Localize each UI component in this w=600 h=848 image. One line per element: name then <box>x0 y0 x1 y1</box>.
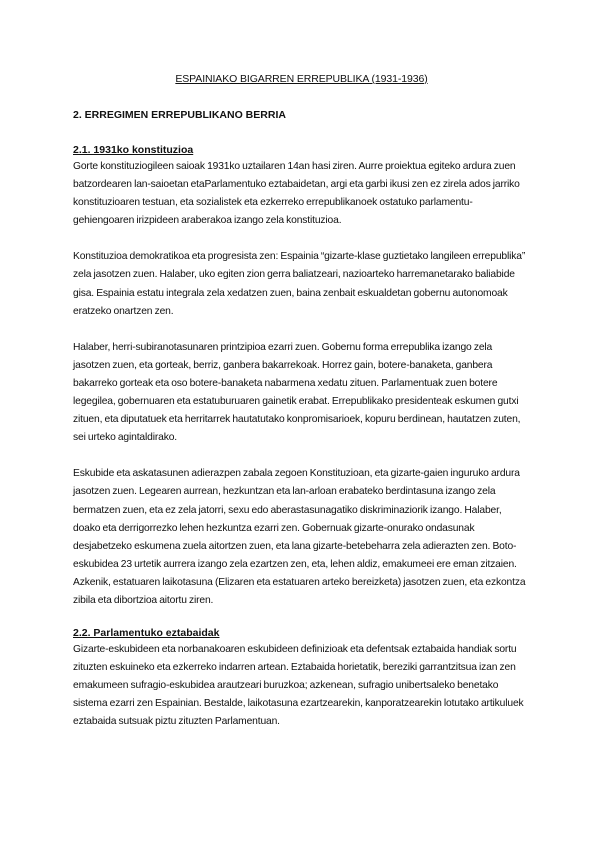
paragraph: Eskubide eta askatasunen adierazpen zabala zegoen Konstituzioan, eta gizarte-gaien inguruko ardura jasotzen zuen. Legearen aurrean, hezkuntzan eta lan-arloan erabateko berdintasuna izango zela bermatzen zuen, eta ez zela jatorri, sexu edo aberastasunagatiko diskriminaziorik izango. Halaber, doako eta derrigorrezko lehen hezkuntza ezarri zen. Gobernuak gizarte-onurako ondasunak desjabetzeko eskumena zuela aitortzen zuen, eta lana gizarte-betebeharra zela adierazten zen. Boto-eskubidea 23 urtetik aurrera izango zela ezartzen zen, eta, lehen aldiz, emakumeei ere eman zitzaien. Azkenik, estatuaren laikotasuna (Elizaren eta estatuaren arteko bereizketa) jasotzen zuen, eta ezkontza zibila eta dibortzioa aitortu ziren. <box>73 468 526 606</box>
document-title: ESPAINIAKO BIGARREN ERREPUBLIKA (1931-1936) <box>175 73 428 85</box>
section-heading: 2. ERREGIMEN ERREPUBLIKANO BERRIA <box>73 109 286 121</box>
paragraph: Gizarte-eskubideen eta norbanakoaren eskubideen definizioak eta defentsak eztabaida handiak sortu zituzten eskuineko eta ezkerreko indarren artean. Eztabaida horietatik, bereziki garrantzitsua izan zen emakumeen sufragio-eskubidea arautzeari buruzkoa; azkenean, sufragio unibertsaleko benetako sistema ezarri zen Espainian. Bestalde, laikotasuna ezartzearekin, kanporatzearekin lotutako artikuluek eztabaida sutsuak piztu zituzten Parlamentuan. <box>73 644 524 728</box>
paragraph: Konstituzioa demokratikoa eta progresista zen: Espainia “gizarte-klase guztietako langileen errepublika” zela jasotzen zuen. Halaber, uko egiten zion gerra baliatzeari, nazioarteko harremanetarako baliabide gisa. Espainia estatu integrala zela xedatzen zuen, baina zenbait eskualdetan gobernu autonomoak eratzeko onartzen zen. <box>73 251 526 317</box>
paragraph: Halaber, herri-subiranotasunaren printzipioa ezarri zuen. Gobernu forma errepublika izango zela jasotzen zuen, eta gorteak, berriz, ganbera bakarrekoak. Horrez gain, botere-banaketa, ganbera bakarreko gorteak eta oso botere-banaketa nabarmena xedatu zituen. Parlamentuak zuen botere legegilea, gobernuaren eta estatuburuaren gainetik erabat. Errepublikako presidenteak eskumen gutxi zituen, eta diputatuek eta herritarrek hautatutako konpromisarioek, kopuru berdinean, hautatzen zuten, sei urteko agintaldirako. <box>73 341 521 444</box>
subsection-heading: 2.2. Parlamentuko eztabaidak <box>73 627 220 640</box>
paragraph: Gorte konstituziogileen saioak 1931ko uztailaren 14an hasi ziren. Aurre proiektua egiteko ardura zuen batzordearen lan-saioetan etaParlamentuko eztabaidetan, argi eta garbi ikusi zen ez zirela ados jarriko konstituzioaren testuan, eta sozialistek eta ezkerreko errepublikanoek ostatuko parlamentu-gehiengoaren irizpideen araberakoa izango zela konstituzioa. <box>73 161 520 227</box>
subsection-2 <box>73 627 530 731</box>
subsection-1 <box>73 144 530 610</box>
subsection-heading: 2.1. 1931ko konstituzioa <box>73 144 194 156</box>
